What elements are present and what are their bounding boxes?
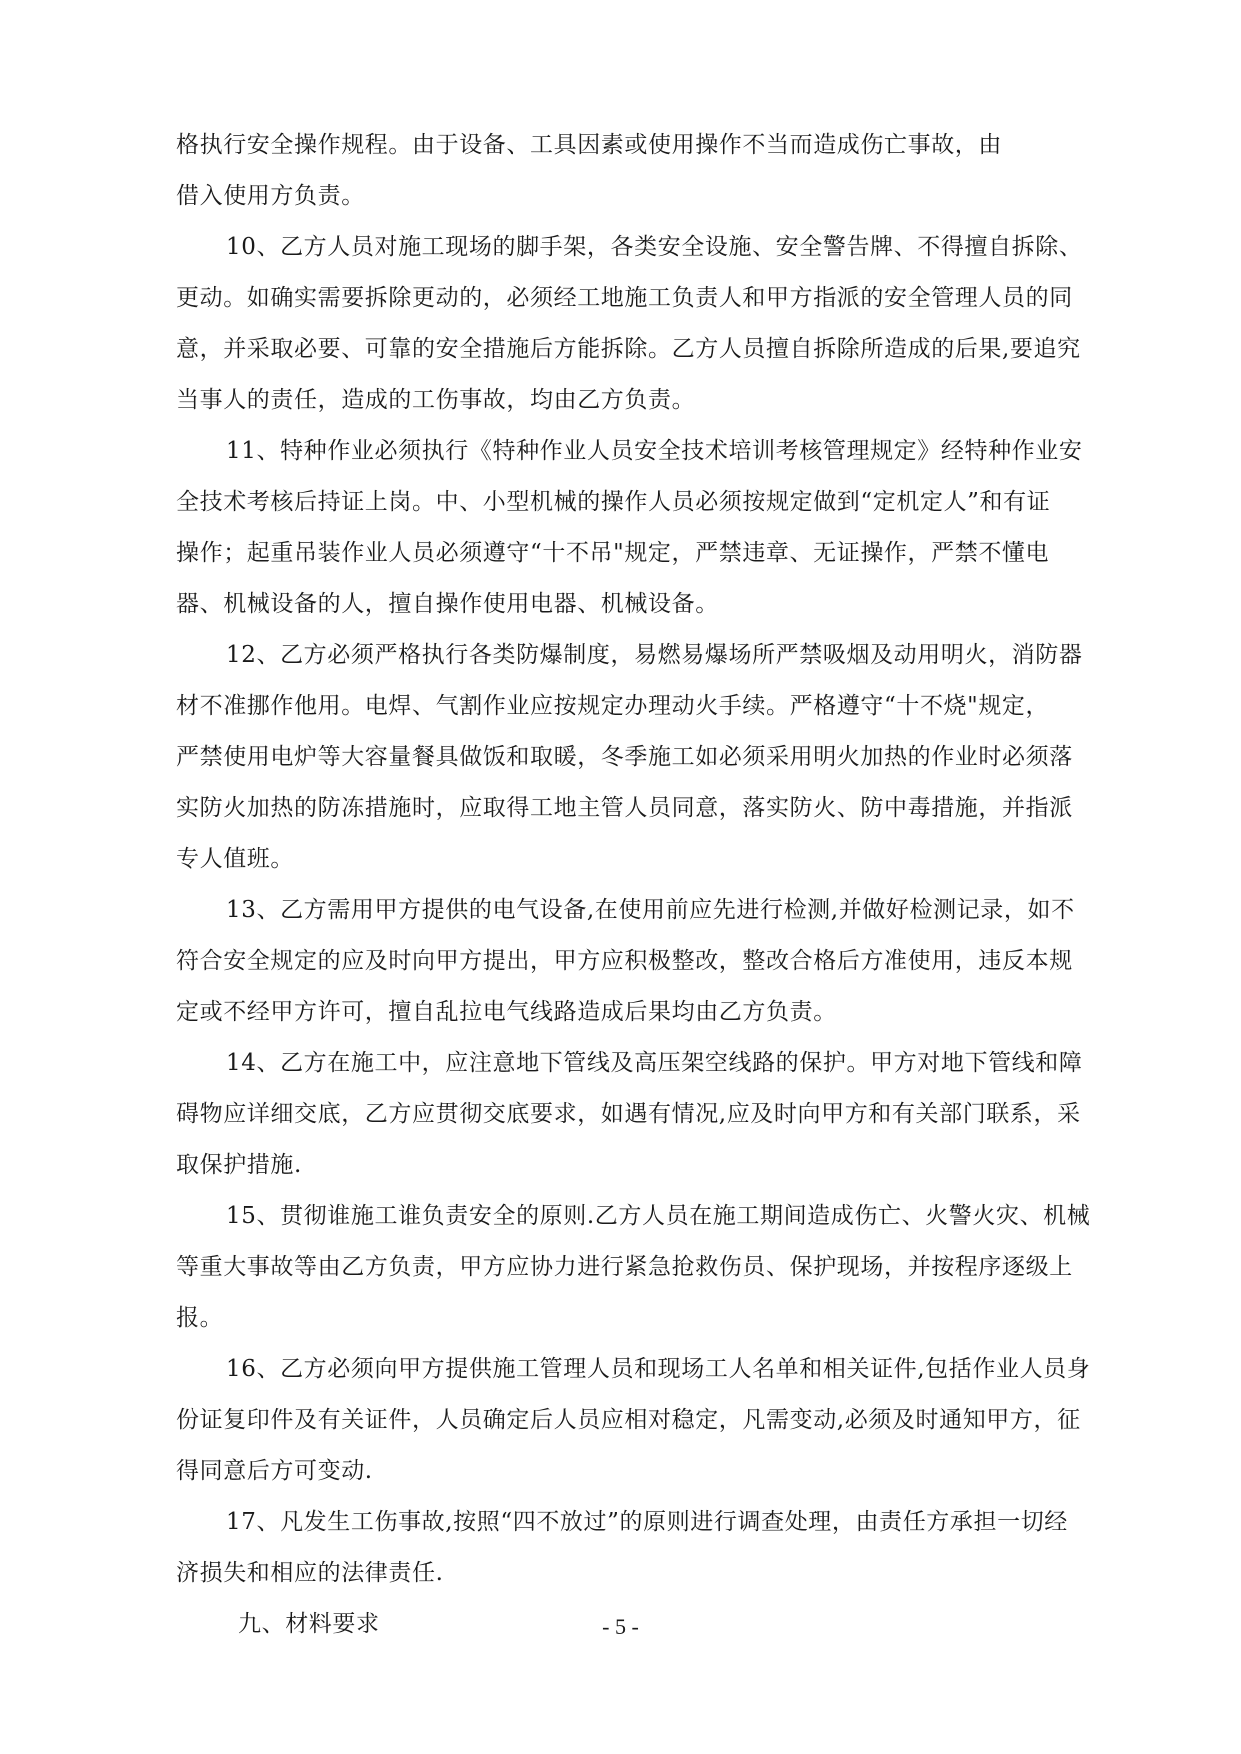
text-line: 借入使用方负责。 xyxy=(176,183,365,209)
text-line: 取保护措施. xyxy=(176,1152,302,1178)
text-line: 专人值班。 xyxy=(176,846,294,872)
paragraph-item-12 xyxy=(176,630,1116,885)
text-line: 操作；起重吊装作业人员必须遵守“十不吊"规定，严禁违章、无证操作，严禁不懂电 xyxy=(176,540,1050,566)
text-line: 当事人的责任，造成的工伤事故，均由乙方负责。 xyxy=(176,387,696,413)
text-line: 得同意后方可变动. xyxy=(176,1458,373,1484)
text-line: 器、机械设备的人，擅自操作使用电器、机械设备。 xyxy=(176,591,719,617)
text-line: 格执行安全操作规程。由于设备、工具因素或使用操作不当而造成伤亡事故，由 xyxy=(176,132,1002,158)
paragraph-item-10 xyxy=(176,222,1116,426)
text-line: 12、乙方必须严格执行各类防爆制度，易燃易爆场所严禁吸烟及动用明火，消防器 xyxy=(226,642,1083,668)
text-line: 等重大事故等由乙方负责，甲方应协力进行紧急抢救伤员、保护现场，并按程序逐级上 xyxy=(176,1254,1073,1280)
text-line: 17、凡发生工伤事故,按照“四不放过”的原则进行调查处理，由责任方承担一切经 xyxy=(226,1509,1068,1535)
text-line: 14、乙方在施工中，应注意地下管线及高压架空线路的保护。甲方对地下管线和障 xyxy=(226,1050,1083,1076)
text-line: 报。 xyxy=(176,1305,224,1331)
document-body xyxy=(176,120,1116,1650)
text-line: 15、贯彻谁施工谁负责安全的原则.乙方人员在施工期间造成伤亡、火警火灾、机械 xyxy=(226,1203,1091,1229)
paragraph-item-17 xyxy=(176,1497,1116,1599)
text-line: 16、乙方必须向甲方提供施工管理人员和现场工人名单和相关证件,包括作业人员身 xyxy=(226,1356,1091,1382)
paragraph-item-13 xyxy=(176,885,1116,1038)
text-line: 济损失和相应的法律责任. xyxy=(176,1560,444,1586)
text-line: 材不准挪作他用。电焊、气割作业应按规定办理动火手续。严格遵守“十不烧"规定， xyxy=(176,693,1050,719)
text-line: 意，并采取必要、可靠的安全措施后方能拆除。乙方人员擅自拆除所造成的后果,要追究 xyxy=(176,336,1081,362)
paragraph-item-14 xyxy=(176,1038,1116,1191)
text-line: 符合安全规定的应及时向甲方提出，甲方应积极整改，整改合格后方准使用，违反本规 xyxy=(176,948,1073,974)
paragraph-continuation xyxy=(176,120,1116,222)
text-line: 份证复印件及有关证件，人员确定后人员应相对稳定，凡需变动,必须及时通知甲方，征 xyxy=(176,1407,1081,1433)
section-heading: 九、材料要求 xyxy=(238,1611,380,1637)
text-line: 碍物应详细交底，乙方应贯彻交底要求，如遇有情况,应及时向甲方和有关部门联系，采 xyxy=(176,1101,1081,1127)
paragraph-item-15 xyxy=(176,1191,1116,1344)
page-number: - 5 - xyxy=(602,1614,639,1639)
text-line: 10、乙方人员对施工现场的脚手架，各类安全设施、安全警告牌、不得擅自拆除、 xyxy=(226,234,1083,260)
text-line: 更动。如确实需要拆除更动的，必须经工地施工负责人和甲方指派的安全管理人员的同 xyxy=(176,285,1073,311)
text-line: 全技术考核后持证上岗。中、小型机械的操作人员必须按规定做到“定机定人”和有证 xyxy=(176,489,1051,515)
text-line: 实防火加热的防冻措施时，应取得工地主管人员同意，落实防火、防中毒措施，并指派 xyxy=(176,795,1073,821)
text-line: 11、特种作业必须执行《特种作业人员安全技术培训考核管理规定》经特种作业安 xyxy=(226,438,1083,464)
paragraph-item-16 xyxy=(176,1344,1116,1497)
paragraph-item-11 xyxy=(176,426,1116,630)
text-line: 严禁使用电炉等大容量餐具做饭和取暖，冬季施工如必须采用明火加热的作业时必须落 xyxy=(176,744,1073,770)
text-line: 定或不经甲方许可，擅自乱拉电气线路造成后果均由乙方负责。 xyxy=(176,999,837,1025)
text-line: 13、乙方需用甲方提供的电气设备,在使用前应先进行检测,并做好检测记录，如不 xyxy=(226,897,1075,923)
